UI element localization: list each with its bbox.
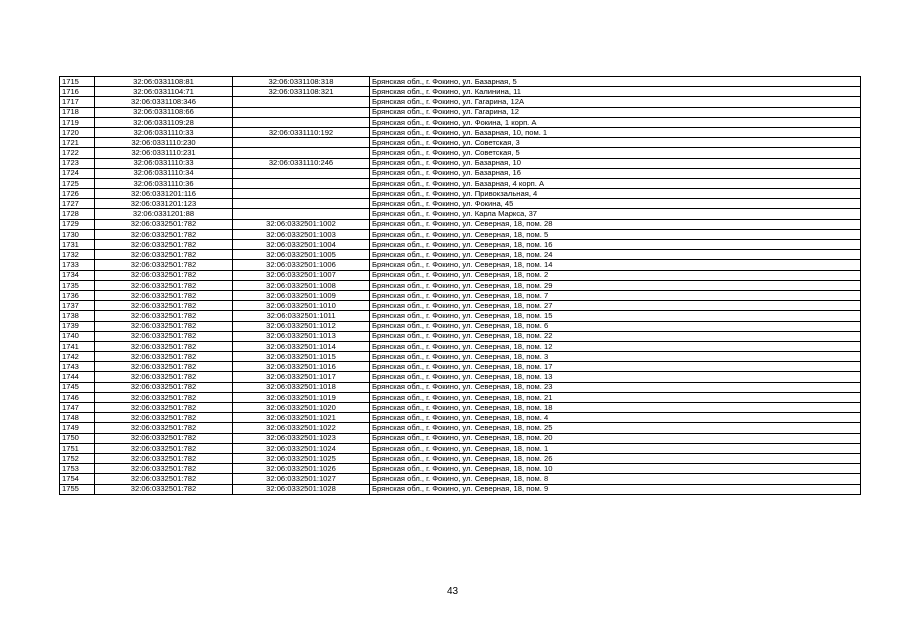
table-row — [60, 433, 861, 443]
object-number-cell: 32:06:0332501:1002 — [233, 219, 370, 229]
cadastral-number-cell: 32:06:0331201:123 — [95, 199, 233, 209]
object-number-cell — [233, 97, 370, 107]
row-number-cell: 1719 — [60, 117, 95, 127]
row-number-cell: 1730 — [60, 229, 95, 239]
table-row — [60, 97, 861, 107]
object-number-cell: 32:06:0331110:192 — [233, 127, 370, 137]
object-number-cell: 32:06:0332501:1006 — [233, 260, 370, 270]
cadastral-number-cell: 32:06:0332501:782 — [95, 290, 233, 300]
address-cell: Брянская обл., г. Фокино, ул. Северная, 18, пом. 5 — [370, 229, 861, 239]
address-cell: Брянская обл., г. Фокино, ул. Базарная, 10 — [370, 158, 861, 168]
address-cell: Брянская обл., г. Фокино, ул. Северная, 18, пом. 18 — [370, 403, 861, 413]
address-cell: Брянская обл., г. Фокино, ул. Фокина, 1 корп. А — [370, 117, 861, 127]
table-row — [60, 372, 861, 382]
address-cell: Брянская обл., г. Фокино, ул. Северная, 18, пом. 3 — [370, 352, 861, 362]
object-number-cell: 32:06:0332501:1021 — [233, 413, 370, 423]
table-row — [60, 484, 861, 494]
table-row — [60, 280, 861, 290]
table-row — [60, 341, 861, 351]
address-cell: Брянская обл., г. Фокино, ул. Привокзальная, 4 — [370, 189, 861, 199]
object-number-cell: 32:06:0331110:246 — [233, 158, 370, 168]
row-number-cell: 1731 — [60, 240, 95, 250]
cadastral-number-cell: 32:06:0331108:81 — [95, 77, 233, 87]
row-number-cell: 1725 — [60, 178, 95, 188]
object-number-cell: 32:06:0332501:1022 — [233, 423, 370, 433]
object-number-cell: 32:06:0332501:1027 — [233, 474, 370, 484]
object-number-cell: 32:06:0332501:1004 — [233, 240, 370, 250]
row-number-cell: 1732 — [60, 250, 95, 260]
cadastral-number-cell: 32:06:0332501:782 — [95, 464, 233, 474]
page-number: 43 — [446, 586, 459, 597]
row-number-cell: 1723 — [60, 158, 95, 168]
table-row — [60, 189, 861, 199]
address-cell: Брянская обл., г. Фокино, ул. Базарная, 4 корп. А — [370, 178, 861, 188]
object-number-cell: 32:06:0332501:1007 — [233, 270, 370, 280]
cadastral-number-cell: 32:06:0332501:782 — [95, 443, 233, 453]
address-cell: Брянская обл., г. Фокино, ул. Северная, 18, пом. 20 — [370, 433, 861, 443]
table-row — [60, 413, 861, 423]
row-number-cell: 1722 — [60, 148, 95, 158]
object-number-cell: 32:06:0332501:1009 — [233, 290, 370, 300]
table-row — [60, 260, 861, 270]
address-cell: Брянская обл., г. Фокино, ул. Северная, 18, пом. 29 — [370, 280, 861, 290]
row-number-cell: 1754 — [60, 474, 95, 484]
table-row — [60, 209, 861, 219]
object-number-cell — [233, 189, 370, 199]
table-row — [60, 301, 861, 311]
cadastral-number-cell: 32:06:0331108:66 — [95, 107, 233, 117]
row-number-cell: 1726 — [60, 189, 95, 199]
address-cell: Брянская обл., г. Фокино, ул. Базарная, 5 — [370, 77, 861, 87]
table-row — [60, 392, 861, 402]
cadastral-number-cell: 32:06:0332501:782 — [95, 413, 233, 423]
cadastral-number-cell: 32:06:0332501:782 — [95, 352, 233, 362]
row-number-cell: 1742 — [60, 352, 95, 362]
table-row — [60, 219, 861, 229]
address-cell: Брянская обл., г. Фокино, ул. Базарная, 10, пом. 1 — [370, 127, 861, 137]
cadastral-number-cell: 32:06:0331110:33 — [95, 158, 233, 168]
object-number-cell: 32:06:0332501:1028 — [233, 484, 370, 494]
address-cell: Брянская обл., г. Фокино, ул. Северная, 18, пом. 4 — [370, 413, 861, 423]
cadastral-number-cell: 32:06:0332501:782 — [95, 403, 233, 413]
row-number-cell: 1753 — [60, 464, 95, 474]
cadastral-number-cell: 32:06:0331110:36 — [95, 178, 233, 188]
address-cell: Брянская обл., г. Фокино, ул. Северная, 18, пом. 12 — [370, 341, 861, 351]
cadastral-number-cell: 32:06:0332501:782 — [95, 433, 233, 443]
address-cell: Брянская обл., г. Фокино, ул. Калинина, 11 — [370, 87, 861, 97]
cadastral-number-cell: 32:06:0332501:782 — [95, 331, 233, 341]
address-cell: Брянская обл., г. Фокино, ул. Советская, 5 — [370, 148, 861, 158]
row-number-cell: 1727 — [60, 199, 95, 209]
table-row — [60, 352, 861, 362]
table-row — [60, 77, 861, 87]
row-number-cell: 1741 — [60, 341, 95, 351]
cadastral-number-cell: 32:06:0332501:782 — [95, 382, 233, 392]
registry-table — [59, 76, 861, 495]
object-number-cell: 32:06:0332501:1005 — [233, 250, 370, 260]
object-number-cell: 32:06:0332501:1025 — [233, 453, 370, 463]
object-number-cell: 32:06:0332501:1024 — [233, 443, 370, 453]
cadastral-number-cell: 32:06:0332501:782 — [95, 229, 233, 239]
table-row — [60, 382, 861, 392]
row-number-cell: 1752 — [60, 453, 95, 463]
address-cell: Брянская обл., г. Фокино, ул. Северная, 18, пом. 14 — [370, 260, 861, 270]
table-row — [60, 474, 861, 484]
row-number-cell: 1746 — [60, 392, 95, 402]
cadastral-number-cell: 32:06:0331110:231 — [95, 148, 233, 158]
cadastral-number-cell: 32:06:0332501:782 — [95, 423, 233, 433]
table-row — [60, 178, 861, 188]
table-row — [60, 87, 861, 97]
row-number-cell: 1718 — [60, 107, 95, 117]
cadastral-number-cell: 32:06:0332501:782 — [95, 362, 233, 372]
table-row — [60, 331, 861, 341]
address-cell: Брянская обл., г. Фокино, ул. Северная, 18, пом. 6 — [370, 321, 861, 331]
row-number-cell: 1733 — [60, 260, 95, 270]
object-number-cell: 32:06:0332501:1014 — [233, 341, 370, 351]
table-row — [60, 127, 861, 137]
object-number-cell — [233, 178, 370, 188]
address-cell: Брянская обл., г. Фокино, ул. Базарная, 16 — [370, 168, 861, 178]
address-cell: Брянская обл., г. Фокино, ул. Гагарина, 12 — [370, 107, 861, 117]
table-row — [60, 117, 861, 127]
table-row — [60, 229, 861, 239]
object-number-cell: 32:06:0332501:1016 — [233, 362, 370, 372]
table-row — [60, 158, 861, 168]
address-cell: Брянская обл., г. Фокино, ул. Северная, 18, пом. 25 — [370, 423, 861, 433]
object-number-cell — [233, 138, 370, 148]
table-row — [60, 290, 861, 300]
object-number-cell — [233, 168, 370, 178]
cadastral-number-cell: 32:06:0332501:782 — [95, 280, 233, 290]
table-row — [60, 321, 861, 331]
address-cell: Брянская обл., г. Фокино, ул. Северная, 18, пом. 27 — [370, 301, 861, 311]
object-number-cell: 32:06:0332501:1015 — [233, 352, 370, 362]
object-number-cell: 32:06:0332501:1026 — [233, 464, 370, 474]
cadastral-number-cell: 32:06:0332501:782 — [95, 484, 233, 494]
address-cell: Брянская обл., г. Фокино, ул. Северная, 18, пом. 10 — [370, 464, 861, 474]
row-number-cell: 1738 — [60, 311, 95, 321]
cadastral-number-cell: 32:06:0332501:782 — [95, 301, 233, 311]
table-row — [60, 240, 861, 250]
table-row — [60, 138, 861, 148]
row-number-cell: 1721 — [60, 138, 95, 148]
table-row — [60, 443, 861, 453]
address-cell: Брянская обл., г. Фокино, ул. Северная, 18, пом. 22 — [370, 331, 861, 341]
row-number-cell: 1751 — [60, 443, 95, 453]
object-number-cell — [233, 199, 370, 209]
object-number-cell: 32:06:0332501:1003 — [233, 229, 370, 239]
row-number-cell: 1739 — [60, 321, 95, 331]
cadastral-number-cell: 32:06:0332501:782 — [95, 250, 233, 260]
row-number-cell: 1734 — [60, 270, 95, 280]
address-cell: Брянская обл., г. Фокино, ул. Северная, 18, пом. 15 — [370, 311, 861, 321]
cadastral-number-cell: 32:06:0332501:782 — [95, 372, 233, 382]
table-row — [60, 250, 861, 260]
row-number-cell: 1748 — [60, 413, 95, 423]
registry-table-body — [60, 77, 861, 495]
object-number-cell — [233, 148, 370, 158]
cadastral-number-cell: 32:06:0331110:230 — [95, 138, 233, 148]
cadastral-number-cell: 32:06:0331201:116 — [95, 189, 233, 199]
cadastral-number-cell: 32:06:0332501:782 — [95, 270, 233, 280]
cadastral-number-cell: 32:06:0332501:782 — [95, 321, 233, 331]
object-number-cell — [233, 107, 370, 117]
row-number-cell: 1740 — [60, 331, 95, 341]
table-row — [60, 453, 861, 463]
row-number-cell: 1717 — [60, 97, 95, 107]
row-number-cell: 1736 — [60, 290, 95, 300]
cadastral-number-cell: 32:06:0332501:782 — [95, 453, 233, 463]
object-number-cell: 32:06:0332501:1023 — [233, 433, 370, 443]
row-number-cell: 1729 — [60, 219, 95, 229]
row-number-cell: 1737 — [60, 301, 95, 311]
address-cell: Брянская обл., г. Фокино, ул. Северная, 18, пом. 9 — [370, 484, 861, 494]
address-cell: Брянская обл., г. Фокино, ул. Северная, 18, пом. 2 — [370, 270, 861, 280]
object-number-cell — [233, 117, 370, 127]
object-number-cell: 32:06:0332501:1017 — [233, 372, 370, 382]
address-cell: Брянская обл., г. Фокино, ул. Гагарина, 12А — [370, 97, 861, 107]
object-number-cell: 32:06:0332501:1008 — [233, 280, 370, 290]
row-number-cell: 1724 — [60, 168, 95, 178]
address-cell: Брянская обл., г. Фокино, ул. Северная, 18, пом. 13 — [370, 372, 861, 382]
row-number-cell: 1716 — [60, 87, 95, 97]
table-row — [60, 362, 861, 372]
cadastral-number-cell: 32:06:0331108:346 — [95, 97, 233, 107]
object-number-cell: 32:06:0332501:1020 — [233, 403, 370, 413]
table-row — [60, 423, 861, 433]
address-cell: Брянская обл., г. Фокино, ул. Советская, 3 — [370, 138, 861, 148]
address-cell: Брянская обл., г. Фокино, ул. Карла Маркса, 37 — [370, 209, 861, 219]
address-cell: Брянская обл., г. Фокино, ул. Северная, 18, пом. 28 — [370, 219, 861, 229]
row-number-cell: 1728 — [60, 209, 95, 219]
row-number-cell: 1747 — [60, 403, 95, 413]
address-cell: Брянская обл., г. Фокино, ул. Северная, 18, пом. 23 — [370, 382, 861, 392]
row-number-cell: 1735 — [60, 280, 95, 290]
row-number-cell: 1750 — [60, 433, 95, 443]
table-row — [60, 107, 861, 117]
object-number-cell: 32:06:0331108:321 — [233, 87, 370, 97]
table-row — [60, 311, 861, 321]
cadastral-number-cell: 32:06:0332501:782 — [95, 219, 233, 229]
cadastral-number-cell: 32:06:0331109:28 — [95, 117, 233, 127]
address-cell: Брянская обл., г. Фокино, ул. Северная, 18, пом. 24 — [370, 250, 861, 260]
row-number-cell: 1749 — [60, 423, 95, 433]
address-cell: Брянская обл., г. Фокино, ул. Северная, 18, пом. 16 — [370, 240, 861, 250]
table-row — [60, 148, 861, 158]
row-number-cell: 1720 — [60, 127, 95, 137]
object-number-cell: 32:06:0331108:318 — [233, 77, 370, 87]
cadastral-number-cell: 32:06:0331110:33 — [95, 127, 233, 137]
table-row — [60, 403, 861, 413]
table-row — [60, 199, 861, 209]
cadastral-number-cell: 32:06:0332501:782 — [95, 240, 233, 250]
object-number-cell: 32:06:0332501:1010 — [233, 301, 370, 311]
object-number-cell: 32:06:0332501:1019 — [233, 392, 370, 402]
row-number-cell: 1715 — [60, 77, 95, 87]
address-cell: Брянская обл., г. Фокино, ул. Северная, 18, пом. 7 — [370, 290, 861, 300]
table-row — [60, 270, 861, 280]
table-row — [60, 168, 861, 178]
address-cell: Брянская обл., г. Фокино, ул. Северная, 18, пом. 8 — [370, 474, 861, 484]
cadastral-number-cell: 32:06:0331201:88 — [95, 209, 233, 219]
cadastral-number-cell: 32:06:0331110:34 — [95, 168, 233, 178]
row-number-cell: 1755 — [60, 484, 95, 494]
cadastral-number-cell: 32:06:0332501:782 — [95, 474, 233, 484]
object-number-cell — [233, 209, 370, 219]
object-number-cell: 32:06:0332501:1011 — [233, 311, 370, 321]
cadastral-number-cell: 32:06:0332501:782 — [95, 311, 233, 321]
address-cell: Брянская обл., г. Фокино, ул. Северная, 18, пом. 21 — [370, 392, 861, 402]
row-number-cell: 1743 — [60, 362, 95, 372]
cadastral-number-cell: 32:06:0332501:782 — [95, 260, 233, 270]
address-cell: Брянская обл., г. Фокино, ул. Северная, 18, пом. 1 — [370, 443, 861, 453]
row-number-cell: 1745 — [60, 382, 95, 392]
object-number-cell: 32:06:0332501:1013 — [233, 331, 370, 341]
table-row — [60, 464, 861, 474]
cadastral-number-cell: 32:06:0331104:71 — [95, 87, 233, 97]
cadastral-number-cell: 32:06:0332501:782 — [95, 392, 233, 402]
cadastral-number-cell: 32:06:0332501:782 — [95, 341, 233, 351]
address-cell: Брянская обл., г. Фокино, ул. Фокина, 45 — [370, 199, 861, 209]
row-number-cell: 1744 — [60, 372, 95, 382]
address-cell: Брянская обл., г. Фокино, ул. Северная, 18, пом. 17 — [370, 362, 861, 372]
object-number-cell: 32:06:0332501:1018 — [233, 382, 370, 392]
object-number-cell: 32:06:0332501:1012 — [233, 321, 370, 331]
address-cell: Брянская обл., г. Фокино, ул. Северная, 18, пом. 26 — [370, 453, 861, 463]
